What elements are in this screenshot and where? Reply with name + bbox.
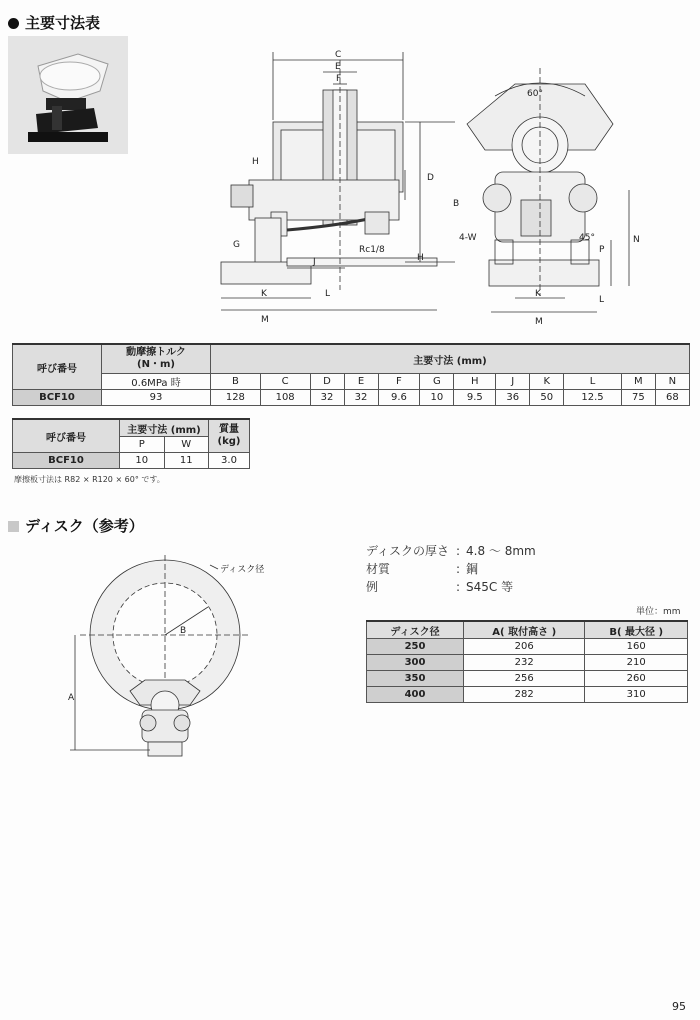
disk-diameter-label: ディスク径 [220, 565, 265, 575]
dim-J: J [313, 257, 316, 267]
disk-specs [366, 542, 686, 596]
col-header: A( 取付高さ ) [464, 621, 585, 639]
table-cell: 282 [464, 687, 585, 703]
table-cell: 10 [420, 390, 454, 406]
dimension-drawing [195, 40, 695, 330]
disk-table [366, 620, 688, 703]
col-header: N [655, 374, 689, 390]
table-cell: 11 [164, 453, 209, 469]
table-row [367, 639, 688, 655]
table-cell: 50 [530, 390, 564, 406]
table-cell: 260 [585, 671, 688, 687]
col-header: W [164, 437, 209, 453]
section-title-text: 主要寸法表 [25, 14, 101, 32]
col-header: J [496, 374, 530, 390]
dim-L: L [325, 289, 331, 299]
dimension-table [12, 343, 690, 406]
spec-label: 材質 [366, 562, 391, 576]
table-row [367, 671, 688, 687]
model-header: 呼び番号 [13, 419, 120, 453]
spec-value: S45C 等 [466, 580, 514, 594]
product-photo [8, 36, 128, 154]
table-cell: 75 [621, 390, 655, 406]
col-header: E [344, 374, 378, 390]
dims-header: 主要寸法 (mm) [120, 419, 209, 437]
row-model: BCF10 [13, 390, 102, 406]
dim-H2: H [417, 253, 424, 263]
spec-sep: : [456, 562, 461, 576]
spec-sep: : [456, 544, 461, 558]
table-cell: 12.5 [564, 390, 622, 406]
dim-H: H [252, 157, 259, 167]
spec-row [366, 578, 686, 596]
friction-note: 摩擦板寸法は R82 × R120 × 60° です。 [14, 475, 165, 484]
col-header: L [564, 374, 622, 390]
table-cell: 256 [464, 671, 585, 687]
table-cell: 310 [585, 687, 688, 703]
dim-K2: K [535, 289, 541, 299]
page-number: 95 [672, 1000, 686, 1013]
col-header: B( 最大径 ) [585, 621, 688, 639]
table-row [367, 687, 688, 703]
product-photo-image [8, 36, 128, 154]
dim-angle60: 60° [527, 89, 543, 99]
row-model: BCF10 [13, 453, 120, 469]
spec-sep: : [456, 580, 461, 594]
mass-header: 質量 (kg) [209, 419, 250, 453]
col-header: ディスク径 [367, 621, 464, 639]
col-header: H [454, 374, 496, 390]
dim-E: E [335, 62, 341, 72]
table-cell: 9.5 [454, 390, 496, 406]
col-header: D [310, 374, 344, 390]
dim-C: C [335, 50, 342, 60]
table-cell: 32 [310, 390, 344, 406]
dim-M2: M [535, 317, 543, 327]
table-cell: 206 [464, 639, 585, 655]
dims-header: 主要寸法 (mm) [211, 344, 690, 374]
col-header: C [260, 374, 310, 390]
table-cell: 232 [464, 655, 585, 671]
col-header: K [530, 374, 564, 390]
section-title-disk [8, 515, 144, 536]
table-cell: 36 [496, 390, 530, 406]
section-title-dimensions [8, 12, 100, 33]
dim-Rc: Rc1/8 [359, 245, 385, 255]
spec-value: 4.8 ～ 8mm [466, 544, 536, 558]
dim-F: F [336, 74, 342, 84]
table-cell: 400 [367, 687, 464, 703]
spec-value: 鋼 [466, 562, 479, 576]
col-header: P [120, 437, 165, 453]
col-header: G [420, 374, 454, 390]
table-cell: 350 [367, 671, 464, 687]
table-cell: 3.0 [209, 453, 250, 469]
dim-M: M [261, 315, 269, 325]
torque-subheader: 0.6MPa 時 [102, 374, 211, 390]
col-header: F [378, 374, 420, 390]
dim-4W: 4-W [459, 233, 477, 243]
table-row [367, 655, 688, 671]
dim-N: N [633, 235, 640, 245]
table-cell: 300 [367, 655, 464, 671]
table-cell: 68 [655, 390, 689, 406]
spec-row [366, 542, 686, 560]
table-cell: 128 [211, 390, 261, 406]
spec-label: 例 [366, 580, 379, 594]
table-cell: 32 [344, 390, 378, 406]
dim-G: G [233, 240, 240, 250]
torque-header: 動摩擦トルク (N・m) [102, 344, 211, 374]
disk-B-label: B [180, 626, 187, 636]
table-cell: 160 [585, 639, 688, 655]
dim-P: P [599, 245, 605, 255]
col-header: B [211, 374, 261, 390]
table-cell: 9.6 [378, 390, 420, 406]
table-cell: 250 [367, 639, 464, 655]
table-cell: 210 [585, 655, 688, 671]
pw-table [12, 418, 250, 469]
bullet-square-icon [8, 521, 19, 532]
section-title-text: ディスク（参考） [25, 517, 144, 535]
dim-D: D [427, 173, 434, 183]
unit-label: 単位：mm [636, 607, 681, 617]
dim-K: K [261, 289, 267, 299]
table-cell: 10 [120, 453, 165, 469]
disk-A-label: A [68, 693, 75, 703]
col-header: M [621, 374, 655, 390]
row-torque: 93 [102, 390, 211, 406]
model-header: 呼び番号 [13, 344, 102, 390]
table-cell: 108 [260, 390, 310, 406]
dim-B: B [453, 199, 460, 209]
dim-angle45: 45° [579, 233, 595, 243]
spec-row [366, 560, 686, 578]
bullet-icon [8, 18, 19, 29]
spec-label: ディスクの厚さ [366, 544, 450, 558]
dim-L2: L [599, 295, 605, 305]
disk-drawing [60, 545, 290, 775]
